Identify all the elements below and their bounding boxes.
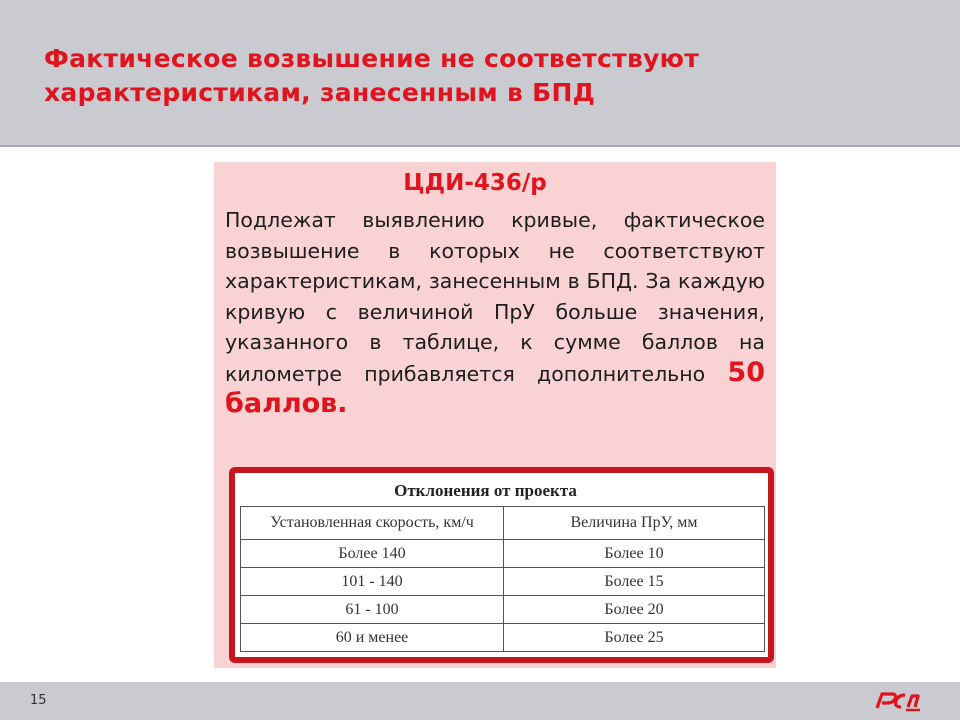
document-id: ЦДИ-436/р — [403, 170, 547, 196]
deviation-table-frame — [229, 467, 774, 663]
header-pru: Величина ПрУ, мм — [504, 507, 765, 540]
table-row — [241, 540, 765, 568]
pru-cell: Более 20 — [504, 596, 765, 624]
pru-cell: Более 15 — [504, 568, 765, 596]
penalty-points: 50 баллов. — [225, 356, 765, 419]
speed-cell: 61 - 100 — [241, 596, 504, 624]
panel-body — [225, 205, 765, 421]
rzd-logo-icon — [874, 688, 922, 714]
slide-footer — [0, 682, 960, 720]
speed-cell: 101 - 140 — [241, 568, 504, 596]
panel-body-text: Подлежат выявлению кривые, фактическое возвышение в которых не соответствуют характеристикам, занесенным в БПД. За каждую кривую с величиной ПрУ больше значения, указанного в таблице, к сумме баллов на километре прибавляется дополнительно — [225, 208, 765, 386]
table-row — [241, 568, 765, 596]
pru-cell: Более 25 — [504, 624, 765, 652]
table-row — [241, 624, 765, 652]
header-speed: Установленная скорость, км/ч — [241, 507, 504, 540]
speed-cell: 60 и менее — [241, 624, 504, 652]
pru-cell: Более 10 — [504, 540, 765, 568]
deviation-table — [240, 506, 765, 652]
table-row — [241, 596, 765, 624]
speed-cell: Более 140 — [241, 540, 504, 568]
slide-header — [0, 0, 960, 147]
slide-title: Фактическое возвышение не соответствуют характеристикам, занесенным в БПД — [44, 44, 700, 107]
table-caption: Отклонения от проекта — [394, 481, 577, 500]
page-number: 15 — [30, 693, 47, 708]
table-header-row — [241, 507, 765, 540]
